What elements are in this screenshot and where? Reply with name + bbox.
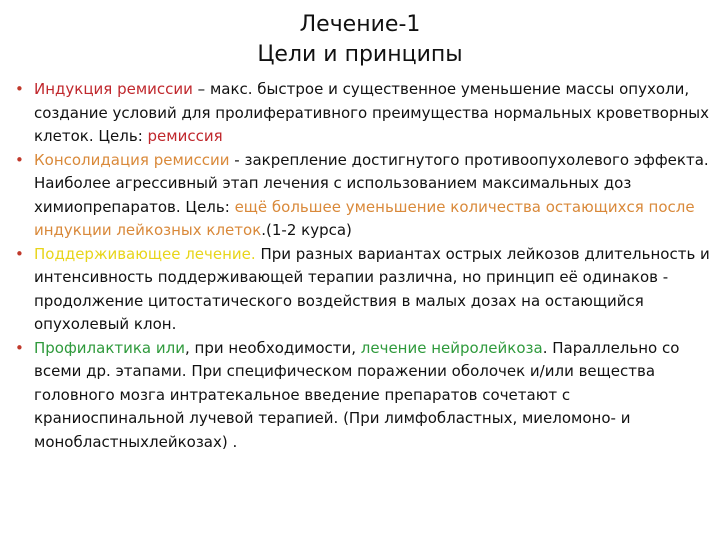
text-prophylaxis-body: . Параллельно со всеми др. этапами. При специфическом поражении оболочек и/или вещества головного мозга интратекальное введение препаратов сочетают с краниоспинальной лучевой терапией. (При лимфобластных, миеломоно- и монобластныхлейкозах) . xyxy=(34,338,680,451)
text-maintenance-body: При разных вариантах острых лейкозов длительность и интенсивность поддерживающей терапии различна, но принцип её одинаков - продолжение цитостатического воздействия в малых дозах на остающийся опухолевый клон. xyxy=(34,244,710,333)
term-maintenance: Поддерживающее лечение. xyxy=(34,244,256,263)
bullet-dot-icon: • xyxy=(15,80,24,98)
title-line-2: Цели и принципы xyxy=(257,42,463,67)
bullet-item-prophylaxis xyxy=(15,337,710,455)
text-consolidation-body: - закрепление достигнутого противоопухолевого эффекта. Наиболее агрессивный этап лечения с использованием максимальных доз химиопрепаратов. Цель: xyxy=(34,150,709,216)
goal-remission: ремиссия xyxy=(147,127,223,145)
bullet-item-maintenance xyxy=(15,243,710,337)
text-induction-body: – макс. быстрое и существенное уменьшение массы опухоли, создание условий для пролиферативного преимущества нормальных кроветворных клеток. Цель: xyxy=(34,80,710,145)
text-prophylaxis-necessity: , при необходимости, xyxy=(184,338,361,357)
term-consolidation: Консолидация ремиссии xyxy=(34,150,235,169)
bullet-item-induction xyxy=(15,78,710,149)
bullet-list xyxy=(15,78,710,454)
bullet-item-consolidation xyxy=(15,149,710,243)
title-line-1: Лечение-1 xyxy=(299,12,421,37)
bullet-dot-icon: • xyxy=(15,150,24,169)
slide-title xyxy=(0,10,720,70)
term-prophylaxis: Профилактика или xyxy=(34,338,185,357)
goal-consolidation: ещё большее уменьшение количества остающихся после индукции лейкозных клеток xyxy=(34,197,695,239)
term-induction: Индукция ремиссии xyxy=(34,80,193,98)
term-neuroleukemia-treatment: лечение нейролейкоза xyxy=(360,338,543,357)
text-consolidation-courses: .(1-2 курса) xyxy=(261,221,352,239)
bullet-dot-icon: • xyxy=(15,338,24,357)
bullet-dot-icon: • xyxy=(15,244,24,263)
